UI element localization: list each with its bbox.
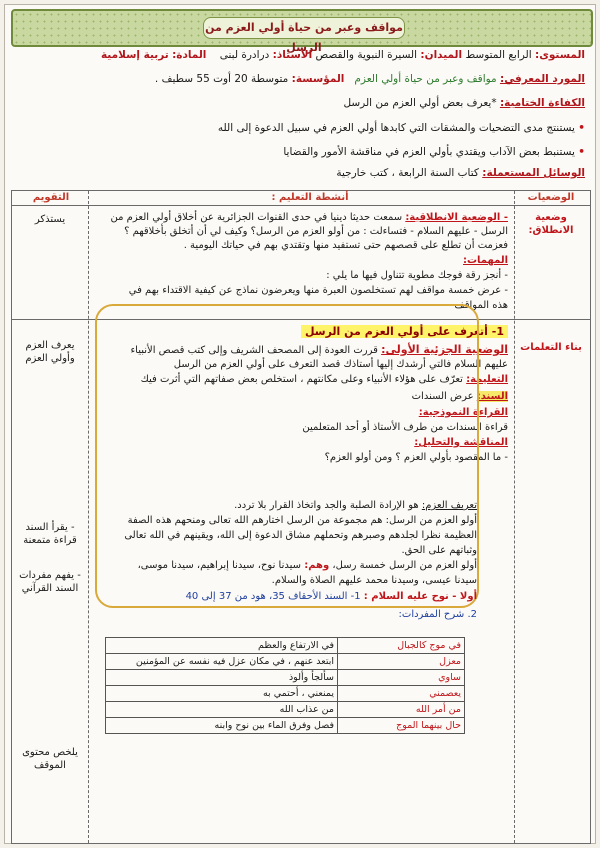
vocab-label: 2. شرح المفردات:: [398, 609, 477, 620]
definition-resolve: تعريف العزم: هو الإرادة الصلبة والجد واتخاذ القرار بلا تردد.: [234, 500, 477, 511]
column-divider: [514, 191, 515, 843]
task-1: - أنجز رقة فوجك مطوية تتناول فيها ما يلي :: [326, 270, 508, 281]
row-divider: [12, 205, 590, 206]
vocab-row: [106, 702, 465, 718]
vocab-row: [106, 654, 465, 670]
vocab-row: [106, 638, 465, 654]
lesson-title: مواقف وعبر من حياة أولي العزم من الرسل: [203, 17, 405, 39]
col-header-assessment: التقويم: [32, 192, 70, 203]
reading-label: القراءة النموذجية:: [418, 407, 508, 418]
vocab-meaning: فصل وفرق الماء بين نوح وابنه: [106, 718, 338, 734]
assessment-2: - يقرأ السند قراءة متمعنة: [23, 522, 77, 546]
assessment-1: يعرف العزم وأولي العزم: [25, 340, 75, 364]
vocab-word: معزل: [338, 654, 465, 670]
assessment-4: يلخص محتوى الموقف: [22, 747, 78, 771]
header-line-1: المستوى: الرابع المتوسط الميدان: السيرة النبوية والقصص الأستاذ: درادرة لبنى المادة: تربية إسلامية: [100, 49, 585, 61]
vocab-word: في موج كالجبال: [338, 638, 465, 654]
vocab-meaning: ابتعد عنهم ، في مكان عزل فيه نفسه عن المؤمنين: [106, 654, 338, 670]
vocab-meaning: من عذاب الله: [106, 702, 338, 718]
discussion-label: المناقشة والتحليل:: [414, 437, 508, 448]
partial-line-1: الوضعية الجزئية الأولى: قررت العودة إلى المصحف الشريف وإلى كتب قصص الأنبياء: [130, 343, 508, 356]
definition-ulul-azm: أولو العزم من الرسل: هم مجموعة من الرسل اختارهم الله تعالى ومنحهم هذه الصفة: [127, 515, 477, 526]
instruction: التعليمة: تعرّف على هؤلاء الأنبياء وعلى مكانتهم ، استخلص بعض صفاتهم التي أثرت فيك: [140, 374, 508, 385]
messengers-line-1: أولو العزم من الرسل خمسة رسل، وهم: سيدنا نوح، سيدنا إبراهيم، سيدنا موسى،: [137, 560, 477, 571]
vocab-word: ساوي: [338, 670, 465, 686]
launch-line-1: - الوضعية الانطلاقية: سمعت حديثا دينيا في حدى القنوات الجزائرية عن أخلاق أولي العزم من: [110, 212, 508, 223]
task-2: - عرض خمسة مواقف لهم تستخلصون العبرة منها ويعرضون نماذج عن كيفية الاقتداء بهم في: [128, 285, 508, 296]
build-situation-label: بناء التعلمات: [520, 342, 582, 353]
tasks-label: المهمات:: [463, 255, 508, 266]
vocab-row: [106, 670, 465, 686]
launch-line-2: الرسل - عليهم السلام - فتساءلت : من أولو العزم من الرسل؟ وكيف لي أن أتخلق بأخلاقهم ؟: [124, 226, 508, 237]
task-3: هذه المواقف: [454, 300, 508, 311]
vocab-word: يعصمني: [338, 686, 465, 702]
header-line-3: الكفاءة الختامية: *يعرف بعض أولي العزم من الرسل: [343, 97, 585, 109]
vocab-row: [106, 718, 465, 734]
lesson-sheet: [4, 4, 596, 844]
vocab-meaning: سألجأ وألوذ: [106, 670, 338, 686]
header-line-2: المورد المعرفي: مواقف وعبر من حياة أولي العزم المؤسسة: متوسطة 20 أوت 55 سطيف .: [154, 73, 585, 85]
messengers-line-2: سيدنا عيسى، وسيدنا محمد عليهم الصلاة والسلام.: [271, 575, 477, 586]
col-header-situations: الوضعيات: [527, 192, 575, 203]
bullet-icon: •: [578, 146, 585, 158]
first-prophet: أولا - نوح عليه السلام : 1- السند الأحقاف 35، هود من 37 إلى 40: [185, 591, 477, 602]
launch-line-3: فعزمت أن تطلع على قصصهم حتى تستفيد منها وتقتدي بهم في حياتك اليومية .: [183, 240, 508, 251]
bullet-icon: •: [578, 122, 585, 134]
header-means: الوسائل المستعملة: كتاب السنة الرابعة ، كتب خارجية: [336, 167, 585, 179]
assessment-3: - يفهم مفردات السند القرآني: [19, 570, 81, 594]
vocab-word: من أمر الله: [338, 702, 465, 718]
vocab-row: [106, 686, 465, 702]
col-header-activities: أنشطة التعليم :: [271, 192, 349, 203]
reading-text: قراءة السندات من طرف الأستاذ أو أحد المتعلمين: [302, 422, 508, 433]
section-title: 1- أتعرف على أولي العزم من الرسل: [301, 325, 508, 340]
definition-line-4: وثباتهم على الحق.: [401, 545, 477, 556]
column-divider: [88, 191, 89, 843]
vocab-meaning: يمنعني ، أحتمي به: [106, 686, 338, 702]
vocab-table: [105, 637, 465, 734]
definition-line-3: العظيمة نظرا لجلدهم وصبرهم وتحملهم مشاق الدعوة إلى الله، ويقينهم في الله تعالى: [124, 530, 477, 541]
vocab-word: حال بينهما الموج: [338, 718, 465, 734]
launch-situation-label: وضعية الانطلاق:: [528, 212, 574, 236]
sanad: السند: عرض السندات: [411, 391, 508, 402]
partial-line-2: عليهم السلام فالتي أرشدك إليها أستاذك قصد التعرف على أولي العزم من الرسل: [173, 359, 508, 370]
objective-1: • يستنتج مدى التضحيات والمشقات التي كابدها أولي العزم في سبيل الدعوة إلى الله: [217, 122, 585, 134]
launch-assessment: يستذكر: [34, 214, 66, 225]
title-banner: [11, 9, 593, 54]
vocab-meaning: في الارتفاع والعظم: [106, 638, 338, 654]
discussion-question: - ما المقصود بأولي العزم ؟ ومن أولو العزم؟: [324, 452, 508, 463]
objective-2: • يستنبط بعض الآداب ويقتدي بأولي العزم في مناقشة الأمور والقضايا: [283, 146, 585, 158]
